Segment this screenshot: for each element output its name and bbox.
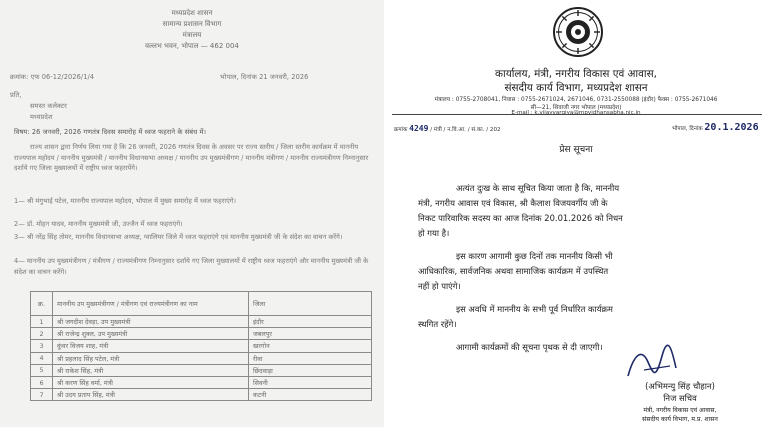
contact-line: मंत्रालय : 0755-2708041, निवास : 0755-2671024, 2671046, 0731-2550088 (इंदौर) फैक्स : 0755-2671046 bbox=[434, 97, 718, 103]
table-row bbox=[31, 316, 372, 328]
date-handwritten: 20.1.2026 bbox=[704, 122, 759, 133]
table-cell-district: सिवनी bbox=[249, 376, 372, 388]
letter-date bbox=[672, 122, 759, 133]
table-header-district: जिला bbox=[249, 292, 372, 316]
table-cell-serial: 6 bbox=[31, 376, 53, 388]
paragraph-3-line-1: इस अवधि में माननीय के सभी पूर्व निर्धारित कार्यक्रम bbox=[456, 304, 613, 314]
table-cell-name: कुंवर विजय शाह, मंत्री bbox=[53, 340, 249, 352]
left-recipient-1: समस्त कलेक्टर bbox=[30, 102, 67, 110]
table-cell-name: श्री प्रहलाद सिंह पटेल, मंत्री bbox=[53, 352, 249, 364]
table-header-name: माननीय उप मुख्यमंत्रीगण / मंत्रीगण एवं राज्यमंत्रीगण का नाम bbox=[53, 292, 249, 316]
office-address: सी—21, शिवाजी नगर भोपाल (मध्यप्रदेश) bbox=[530, 105, 622, 111]
signatory-role: निज सचिव bbox=[663, 393, 697, 403]
left-header-line-4: वल्लभ भवन, भोपाल — 462 004 bbox=[145, 42, 239, 50]
table-cell-name: श्री उदय प्रताप सिंह, मंत्री bbox=[53, 389, 249, 401]
table-cell-name: श्री राजेन्द्र शुक्ल, उप मुख्यमंत्री bbox=[53, 328, 249, 340]
table-row bbox=[31, 389, 372, 401]
table-cell-name: श्री राकेश सिंह, मंत्री bbox=[53, 364, 249, 376]
table-cell-serial: 5 bbox=[31, 364, 53, 376]
signatory-office-line-2: संसदीय कार्य विभाग, म.प्र. शासन bbox=[642, 416, 718, 423]
table-cell-serial: 4 bbox=[31, 352, 53, 364]
date-prefix: भोपाल, दिनांक bbox=[672, 126, 703, 132]
left-header-line-1: मध्यप्रदेश शासन bbox=[171, 9, 213, 17]
reference-suffix: / मंत्री / न.वि.आ. / सं.का. / 202 bbox=[430, 127, 501, 133]
table-cell-district: रीवा bbox=[249, 352, 372, 364]
letterhead-divider bbox=[392, 114, 762, 115]
table-cell-district: खरगोन bbox=[249, 340, 372, 352]
table-row bbox=[31, 364, 372, 376]
reference-prefix: क्रमांक bbox=[394, 127, 408, 133]
left-point-3: 3— श्री नरेंद्र सिंह तोमर, माननीय विधानसभा अध्यक्ष, ग्वालियर जिले में ध्वज फहराएंगे एवं माननीय मुख्यमंत्री जी के संदेश का वाचन करेंगे। bbox=[14, 233, 343, 241]
table-cell-name: श्री जगदीश देवड़ा, उप मुख्यमंत्री bbox=[53, 316, 249, 328]
table-cell-district: इंदौर bbox=[249, 316, 372, 328]
office-title-line-1: कार्यालय, मंत्री, नगरीय विकास एवं आवास, bbox=[495, 68, 657, 80]
table-row bbox=[31, 340, 372, 352]
paragraph-2-line-3: नहीं हो पाएंगे। bbox=[418, 281, 461, 291]
table-cell-serial: 3 bbox=[31, 340, 53, 352]
left-intro-paragraph: राज्य शासन द्वारा निर्णय लिया गया है कि 26 जनवरी, 2026 गणतंत्र दिवस के अवसर पर राज्य स्तरीय / जिला स्तरीय कार्यक्रम में माननीय राज्यपाल महोदय / माननीय मुख्यमंत्री / माननीय विधानसभा अध्यक्ष / माननीय उप मुख्यमंत्रीगण / माननीय मंत्रीगण / माननीय राज्यमंत्रीगण निम्नानुसार दर्शाये गए जिला मुख्यालयों में राष्ट्रीय ध्वज फहरायेंगे। bbox=[14, 143, 369, 172]
table-cell-district: छिंदवाड़ा bbox=[249, 364, 372, 376]
office-title-line-2: संसदीय कार्य विभाग, मध्यप्रदेश शासन bbox=[504, 82, 648, 94]
mp-state-emblem-icon bbox=[552, 6, 604, 58]
left-order-number: क्रमांक: एफ 06-12/2026/1/4 bbox=[10, 73, 95, 81]
paragraph-2-line-1: इस कारण आगामी कुछ दिनों तक माननीय किसी भी bbox=[456, 251, 613, 261]
paragraph-3-line-2: स्थगित रहेंगे। bbox=[418, 319, 457, 329]
left-recipient-2: मध्यप्रदेश bbox=[30, 113, 53, 121]
left-order-date: भोपाल, दिनांक 21 जनवरी, 2026 bbox=[220, 73, 309, 81]
paragraph-1-line-4: हो गया है। bbox=[418, 228, 450, 238]
table-row bbox=[31, 376, 372, 388]
left-subject: विषय: 26 जनवरी, 2026 गणतंत्र दिवस समारोह में ध्वज फहराने के संबंध में। bbox=[14, 128, 207, 136]
table-cell-district: कटनी bbox=[249, 389, 372, 401]
table-cell-serial: 1 bbox=[31, 316, 53, 328]
table-header-serial: क्र. bbox=[31, 292, 53, 316]
handwritten-signature-icon bbox=[622, 344, 682, 384]
press-notice-heading: प्रेस सूचना bbox=[559, 145, 593, 155]
signatory-name: (अभिमन्यु सिंह चौहान) bbox=[645, 381, 715, 391]
paragraph-1-line-1: अत्यंत दुःख के साथ सूचित किया जाता है कि, माननीय bbox=[456, 183, 620, 193]
left-header-line-2: सामान्य प्रशासन विभाग bbox=[162, 20, 222, 28]
left-point-2: 2— डॉ. मोहन यादव, माननीय मुख्यमंत्री जी, उज्जैन में ध्वज फहराएंगे। bbox=[14, 220, 183, 228]
table-cell-serial: 7 bbox=[31, 389, 53, 401]
reference-handwritten-number: 4249 bbox=[409, 124, 429, 133]
signatory-office-line-1: मंत्री, नगरीय विकास एवं आवास, bbox=[643, 407, 717, 414]
left-header-line-3: मंत्रालय bbox=[182, 31, 202, 39]
left-point-4: 4— माननीय उप मुख्यमंत्रीगण / मंत्रीगण / राज्यमंत्रीगण निम्नानुसार दर्शाये गए जिला मुख्यालयों में राष्ट्रीय ध्वज फहराएंगे और माननीय मुख्यमंत्री जी के संदेश का वाचन करेंगे। bbox=[14, 257, 369, 276]
left-point-1: 1— श्री मंगुभाई पटेल, माननीय राज्यपाल महोदय, भोपाल में मुख्य समारोह में ध्वज फहराएंगे। bbox=[14, 197, 236, 205]
table-cell-serial: 2 bbox=[31, 328, 53, 340]
minister-district-table bbox=[30, 291, 372, 401]
paragraph-1-line-2: मंत्री, नगरीय आवास एवं विकास, श्री कैलाश विजयवर्गीय जी के bbox=[418, 198, 608, 208]
table-cell-district: जबलपुर bbox=[249, 328, 372, 340]
table-row bbox=[31, 328, 372, 340]
table-cell-name: श्री करण सिंह वर्मा, मंत्री bbox=[53, 376, 249, 388]
left-prati: प्रति, bbox=[10, 91, 22, 99]
reference-number bbox=[394, 124, 501, 133]
paragraph-2-line-2: आधिकारिक, सार्वजनिक अथवा सामाजिक कार्यक्रम में उपस्थित bbox=[418, 266, 609, 276]
table-row bbox=[31, 352, 372, 364]
paragraph-4-line-1: आगामी कार्यक्रमों की सूचना पृथक से दी जाएगी। bbox=[456, 342, 603, 352]
office-email: E-mail : k.vijayvargiya@mpvidhansabha.nic.in bbox=[511, 110, 641, 116]
table-header-row bbox=[31, 292, 372, 316]
paragraph-1-line-3: निकट पारिवारिक सदस्य का आज दिनांक 20.01.2026 को निधन bbox=[418, 213, 623, 223]
